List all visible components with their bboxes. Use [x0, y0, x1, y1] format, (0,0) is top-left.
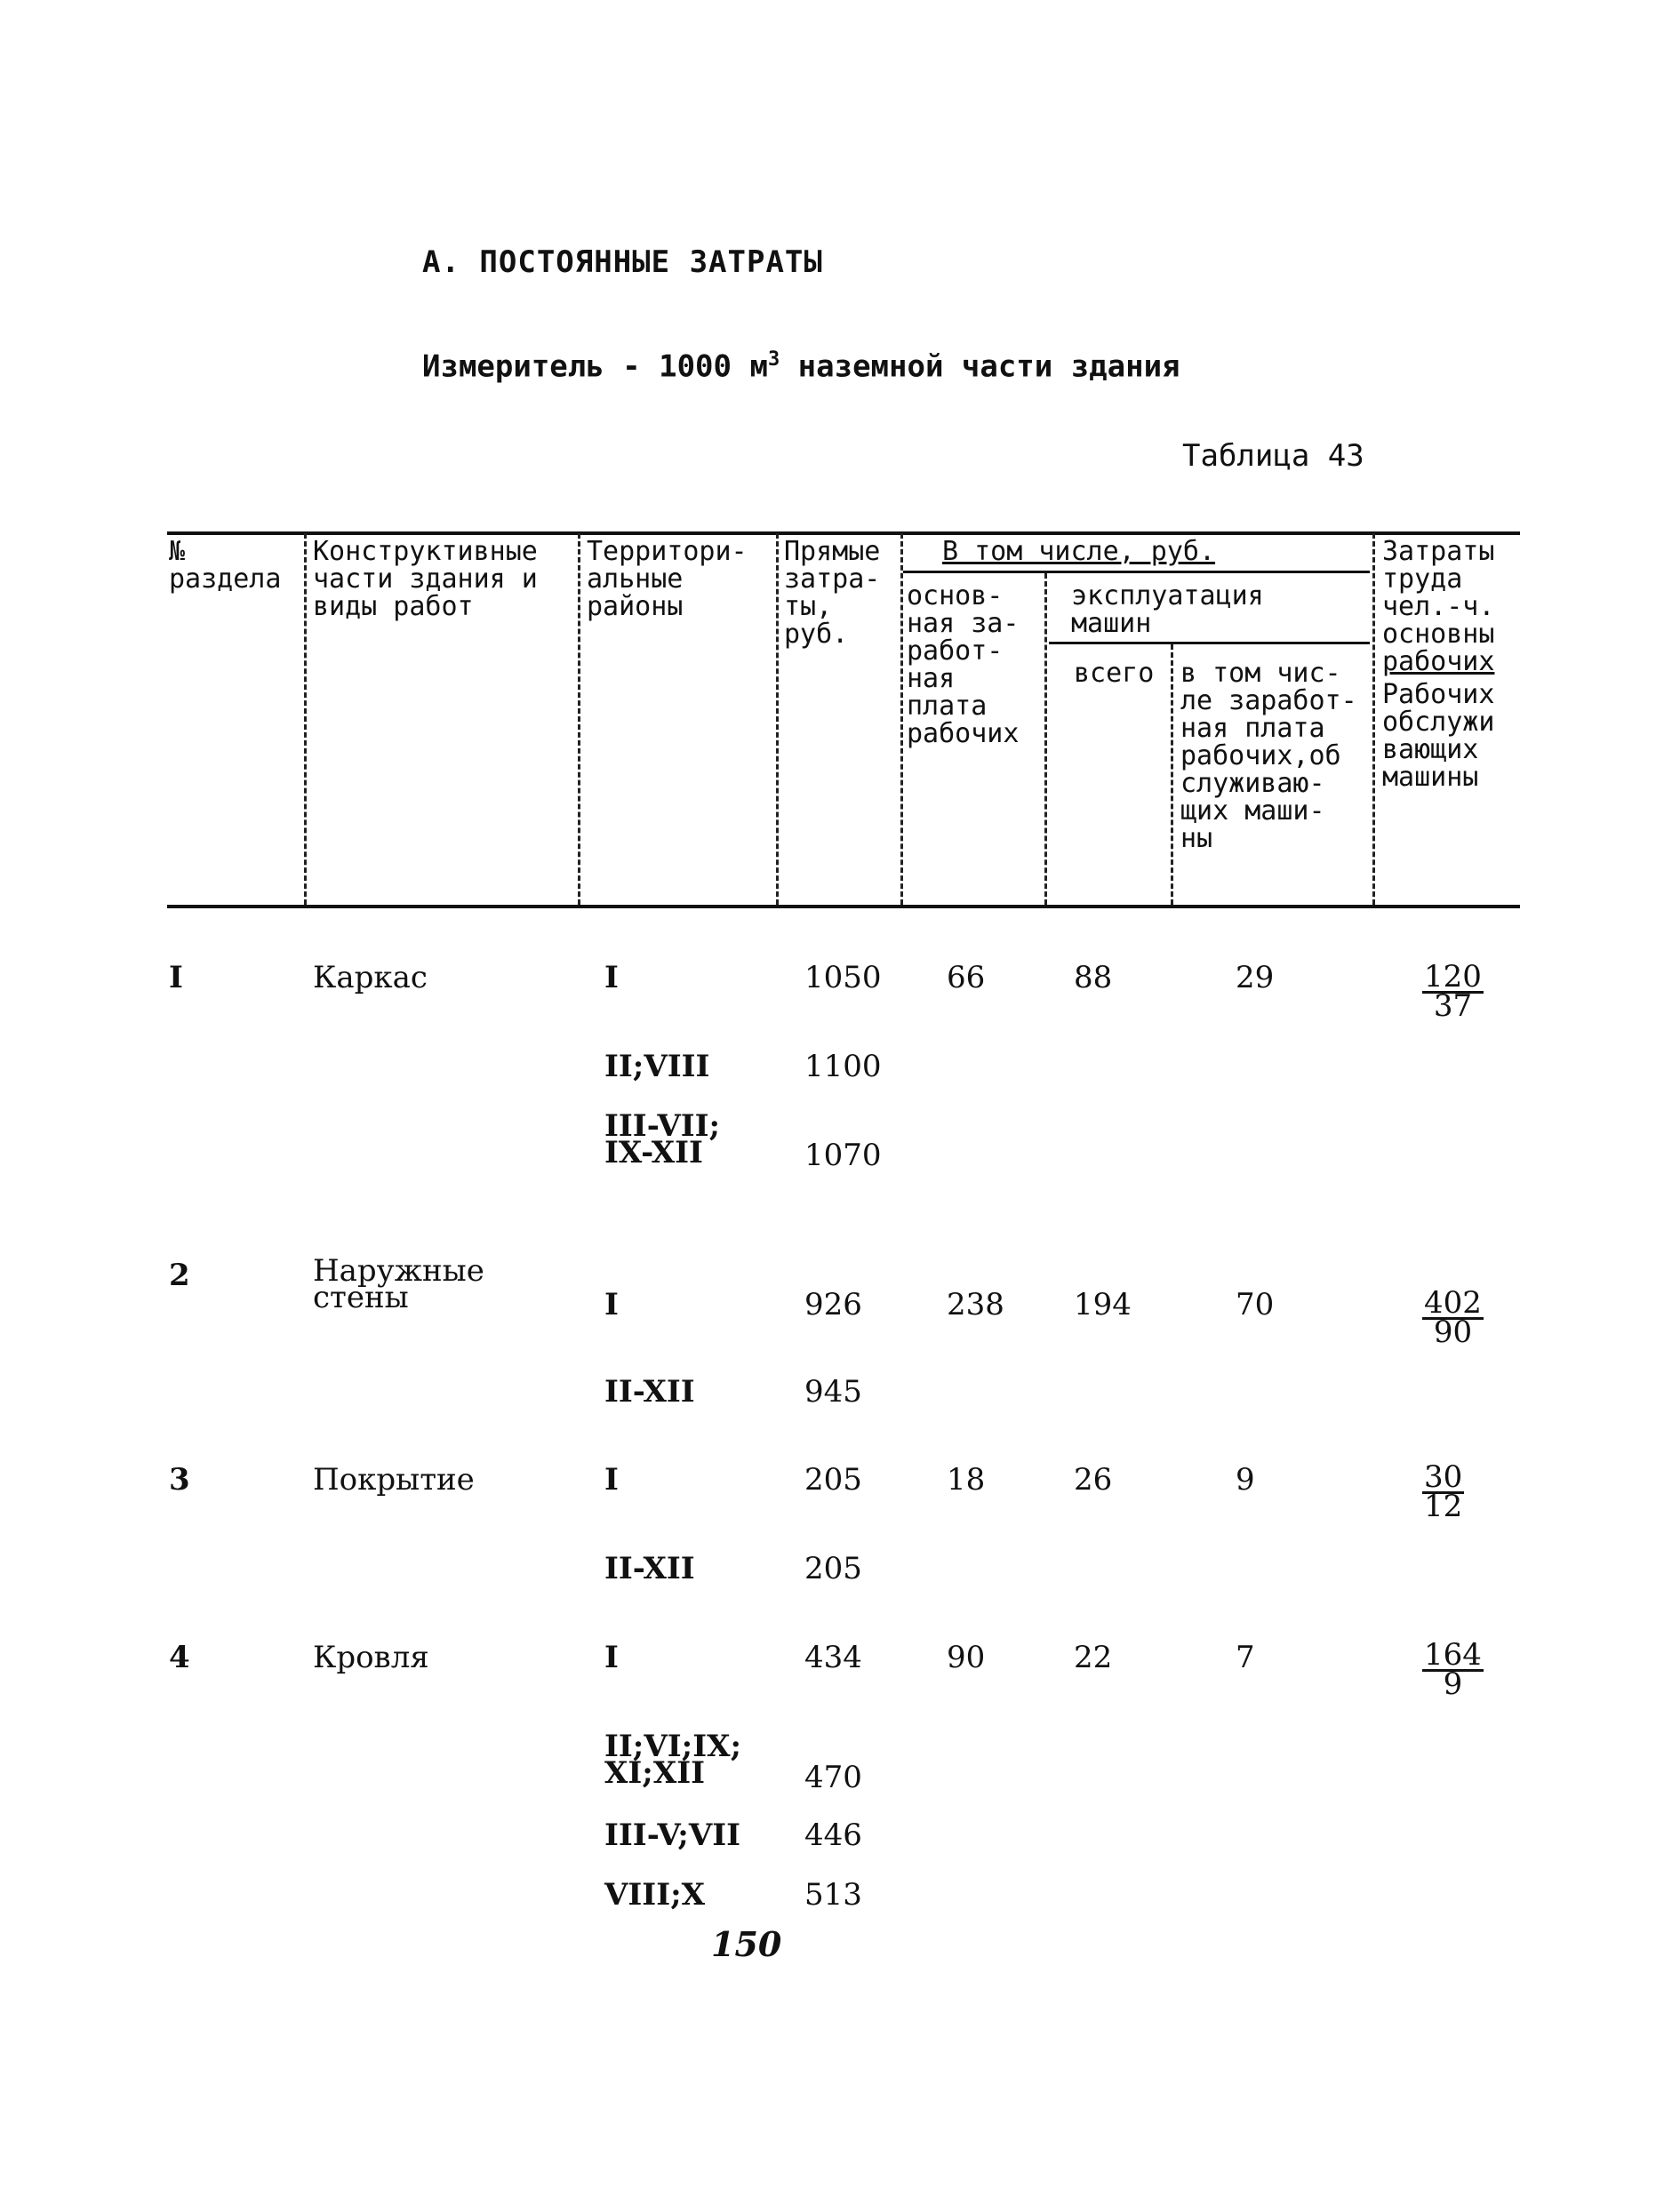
row2b-direct: 945	[804, 1374, 862, 1410]
row4b-region: II;VI;IX; XI;XII	[604, 1729, 742, 1791]
row2-part: Наружные стены	[313, 1253, 484, 1315]
row3-mach-wage: 9	[1236, 1462, 1255, 1498]
row4-labor-numerator: 164	[1424, 1637, 1482, 1673]
header-labor-underlined: рабочих	[1382, 646, 1495, 677]
col-sep-2	[578, 533, 580, 905]
row4d-direct: 513	[804, 1877, 862, 1913]
row2-direct: 926	[804, 1287, 862, 1322]
col-sep-4	[900, 533, 903, 905]
row4-no: 4	[169, 1640, 190, 1675]
header-incl-group: В том числе, руб.	[942, 536, 1216, 567]
row2-labor-numerator: 402	[1424, 1285, 1482, 1321]
row3-labor-fraction	[1422, 1459, 1464, 1524]
row4-part: Кровля	[313, 1640, 429, 1675]
row1-direct: 1050	[804, 960, 882, 995]
row3b-direct: 205	[804, 1551, 862, 1586]
row2-region: I	[604, 1287, 619, 1322]
header-labor: Затраты труда чел.-ч. основны	[1382, 536, 1495, 650]
row4c-region: III-V;VII	[604, 1818, 741, 1853]
col-sep-7	[1372, 533, 1375, 905]
row3-no: 3	[169, 1462, 190, 1498]
header-base-wage: основ- ная за- работ- ная плата рабочих	[907, 580, 1020, 749]
header-machine-total: всего	[1074, 658, 1155, 689]
row3b-region: II-XII	[604, 1551, 695, 1586]
row1-wage: 66	[947, 960, 986, 995]
row3-mach: 26	[1074, 1462, 1113, 1498]
row4-region: I	[604, 1640, 619, 1675]
incl-group-rule	[903, 571, 1370, 573]
col-sep-5	[1044, 573, 1047, 905]
header-machine-group: эксплуатация машин	[1071, 580, 1264, 639]
row1-no: I	[169, 960, 183, 995]
measure-superscript: 3	[767, 348, 780, 371]
measure-text: Измеритель - 1000 м	[422, 348, 768, 385]
row2-mach: 194	[1074, 1287, 1132, 1322]
row4-wage: 90	[947, 1640, 986, 1675]
table-top-rule	[167, 531, 1520, 535]
row4b-direct: 470	[804, 1760, 862, 1795]
table-header-bottom-rule	[167, 905, 1520, 908]
col-sep-3	[776, 533, 779, 905]
row1b-direct: 1100	[804, 1049, 882, 1084]
row4-mach: 22	[1074, 1640, 1113, 1675]
row1-part: Каркас	[313, 960, 428, 995]
row4-mach-wage: 7	[1236, 1640, 1255, 1675]
measure-tail: наземной части здания	[780, 348, 1180, 385]
header-section-no: № раздела	[169, 536, 282, 595]
row2-no: 2	[169, 1258, 190, 1293]
row1c-region: III-VII; IX-XII	[604, 1108, 721, 1170]
row1-labor-denominator: 37	[1433, 988, 1473, 1024]
row2-labor-denominator: 90	[1433, 1314, 1473, 1350]
col-sep-6	[1171, 644, 1173, 905]
row2-wage: 238	[947, 1287, 1004, 1322]
col-sep-1	[304, 533, 307, 905]
header-machine-wage: в том чис- ле заработ- ная плата рабочих,об служиваю- щих маши- ны	[1180, 658, 1357, 854]
header-regions: Территори- альные районы	[587, 536, 748, 622]
row3-wage: 18	[947, 1462, 986, 1498]
row1b-region: II;VIII	[604, 1049, 710, 1084]
section-title: А. ПОСТОЯННЫЕ ЗАТРАТЫ	[422, 244, 823, 280]
row3-labor-denominator: 12	[1424, 1489, 1463, 1524]
row1-mach: 88	[1074, 960, 1113, 995]
machine-group-rule	[1049, 642, 1370, 644]
row4d-region: VIII;X	[604, 1877, 706, 1913]
row4-direct: 434	[804, 1640, 862, 1675]
row2b-region: II-XII	[604, 1374, 695, 1410]
header-direct: Прямые затра- ты, руб.	[784, 536, 881, 650]
row1-region: I	[604, 960, 619, 995]
row4-labor-fraction	[1422, 1637, 1484, 1702]
row1-labor-fraction	[1422, 959, 1484, 1024]
row4-labor-denominator: 9	[1443, 1666, 1463, 1702]
row3-labor-numerator: 30	[1424, 1459, 1463, 1495]
row3-region: I	[604, 1462, 619, 1498]
header-parts: Конструктивные части здания и виды работ	[313, 536, 538, 622]
row3-direct: 205	[804, 1462, 862, 1498]
page-number: 150	[711, 1924, 782, 1964]
table-number: Таблица 43	[1182, 438, 1364, 474]
row3-part: Покрытие	[313, 1462, 475, 1498]
row1c-direct: 1070	[804, 1138, 882, 1173]
row2-labor-fraction	[1422, 1285, 1484, 1350]
row4c-direct: 446	[804, 1818, 862, 1853]
measure-line	[422, 348, 1180, 384]
row2-mach-wage: 70	[1236, 1287, 1275, 1322]
header-labor-machines: Рабочих обслужи вающих машины	[1382, 679, 1495, 793]
row1-mach-wage: 29	[1236, 960, 1275, 995]
row1-labor-numerator: 120	[1424, 959, 1482, 995]
